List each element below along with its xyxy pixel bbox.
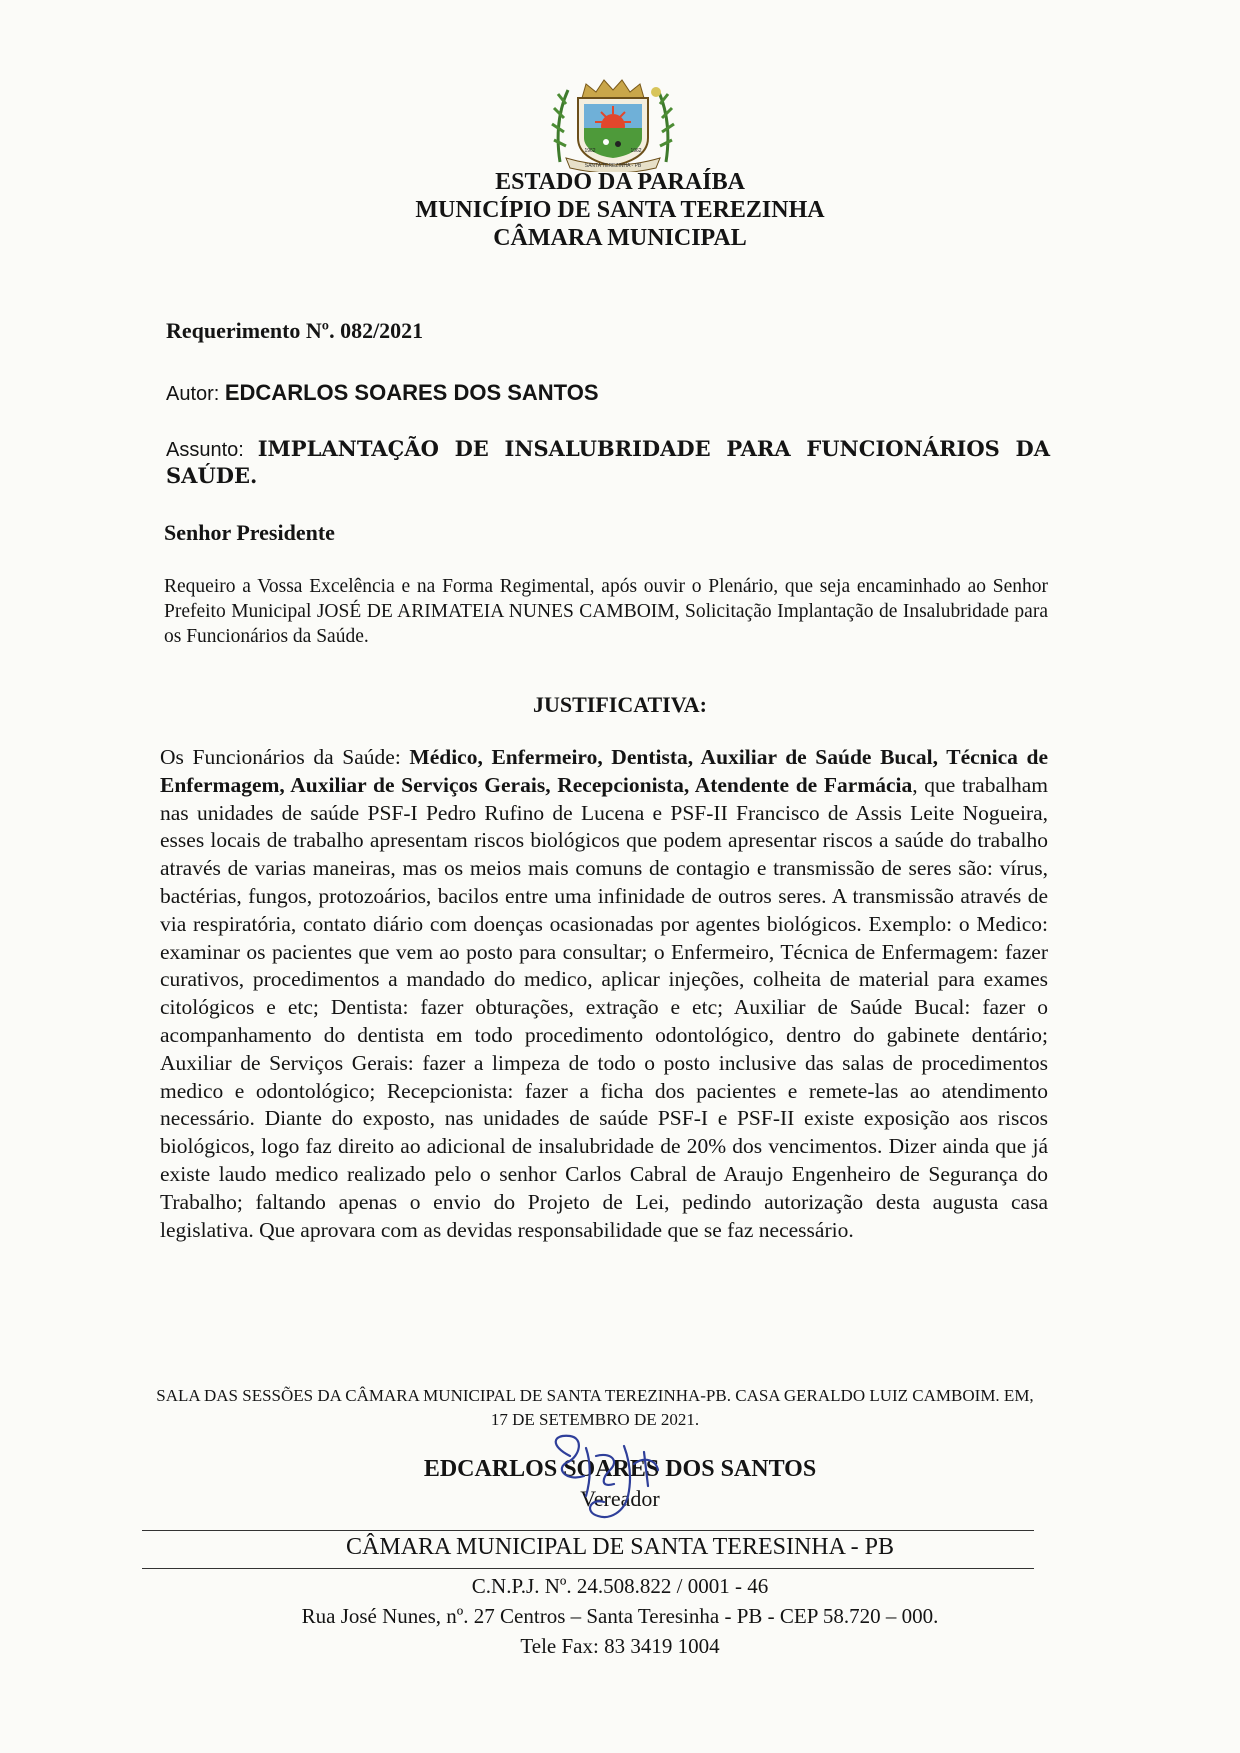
author-line [166,380,599,406]
signatory-role: Vereador [580,1486,660,1511]
municipal-coat-of-arms-icon [546,76,680,172]
header-municipality: MUNICÍPIO DE SANTA TEREZINHA [415,197,825,223]
closing-statement: SALA DAS SESSÕES DA CÂMARA MUNICIPAL DE SANTA TEREZINHA-PB. CASA GERALDO LUIZ CAMBOIM. EM, 17 DE SETEMBRO DE 2021. [156,1386,1034,1429]
handwritten-signature [540,1426,690,1526]
footer-address: Rua José Nunes, nº. 27 Centros – Santa Teresinha - PB - CEP 58.720 – 000. [301,1604,939,1628]
justification-roles: Médico, Enfermeiro, Dentista, Auxiliar de Saúde Bucal, Técnica de Enfermagem, Auxiliar de Serviços Gerais, Recepcionista, Atendente de Farmácia [160,745,1048,797]
footer-phone: Tele Fax: 83 3419 1004 [520,1634,720,1658]
crest-year-right: 1962 [630,148,642,154]
author-label: Autor: [166,383,220,405]
header-state: ESTADO DA PARAÍBA [495,169,745,195]
justification-title: JUSTIFICATIVA: [532,692,707,717]
document-header [300,168,940,252]
justification-body: , que trabalham nas unidades de saúde PSF-I Pedro Rufino de Lucena e PSF-II Francisco de Assis Leite Nogueira, esses locais de trabalho apresentam riscos biológicos que podem apresentar riscos a saúde do trabalho através de varias maneiras, mas os meios mais comuns de contagio e transmissão de seres são: vírus, bactérias, fungos, protozoários, bacilos entre uma infinidade de outros seres. A transmissão através de via respiratória, contato diário com doenças ocasionadas por agentes biológicos. Exemplo: o Medico: examinar os pacientes que vem ao posto para consultar; o Enfermeiro, Técnica de Enfermagem: fazer curativos, procedimentos a mandado do medico, aplicar injeções, colheita de material para exames citológicos e etc; Dentista: fazer obturações, extração e etc; Auxiliar de Saúde Bucal: fazer o acompanhamento do dentista em todo procedimento odontológico, dentro do gabinete dentário; Auxiliar de Serviços Gerais: fazer a limpeza de todo o posto inclusive das salas de procedimentos medico e odontológico; Recepcionista: fazer a ficha dos pacientes e remete-las ao atendimento necessário. Diante do exposto, nas unidades de saúde PSF-I e PSF-II existe exposição aos riscos biológicos, logo faz direito ao adicional de insalubridade de 20% dos vencimentos. Dizer ainda que já existe laudo medico realizado pelo o senhor Carlos Cabral de Araujo Engenheiro de Segurança do Trabalho; faltando apenas o envio do Projeto de Lei, pedindo autorização desta augusta casa legislativa. Que aprovara com as devidas responsabilidade que se faz necessário. [160,772,1048,1242]
crest-year-left: 1962 [584,148,596,154]
footer-cnpj: C.N.P.J. Nº. 24.508.822 / 0001 - 46 [471,1574,769,1598]
justification-intro: Os Funcionários da Saúde: [160,745,410,769]
footer-institution: CÂMARA MUNICIPAL DE SANTA TERESINHA - PB [346,1534,894,1560]
header-chamber: CÂMARA MUNICIPAL [493,225,747,251]
salutation: Senhor Presidente [164,520,335,545]
subject-label: Assunto: [166,439,244,461]
signatory-name: EDCARLOS SOARES DOS SANTOS [423,1456,817,1482]
footer-divider-bottom [142,1568,1034,1569]
justification-paragraph [160,744,1048,1244]
subject-line [166,436,1050,489]
request-paragraph: Requeiro a Vossa Excelência e na Forma Regimental, após ouvir o Plenário, que seja encaminhado ao Senhor Prefeito Municipal JOSÉ DE ARIMATEIA NUNES CAMBOIM, Solicitação Implantação de Insalubridade para os Funcionários da Saúde. [164,576,1048,647]
author-value: EDCARLOS SOARES DOS SANTOS [224,380,599,405]
crest-ribbon-text: SANTA TEREZINHA - PB [584,163,642,169]
requirement-number: Requerimento Nº. 082/2021 [166,318,424,343]
subject-value: IMPLANTAÇÃO DE INSALUBRIDADE PARA FUNCIONÁRIOS DA SAÚDE. [166,436,1050,488]
footer-divider-top [142,1530,1034,1531]
